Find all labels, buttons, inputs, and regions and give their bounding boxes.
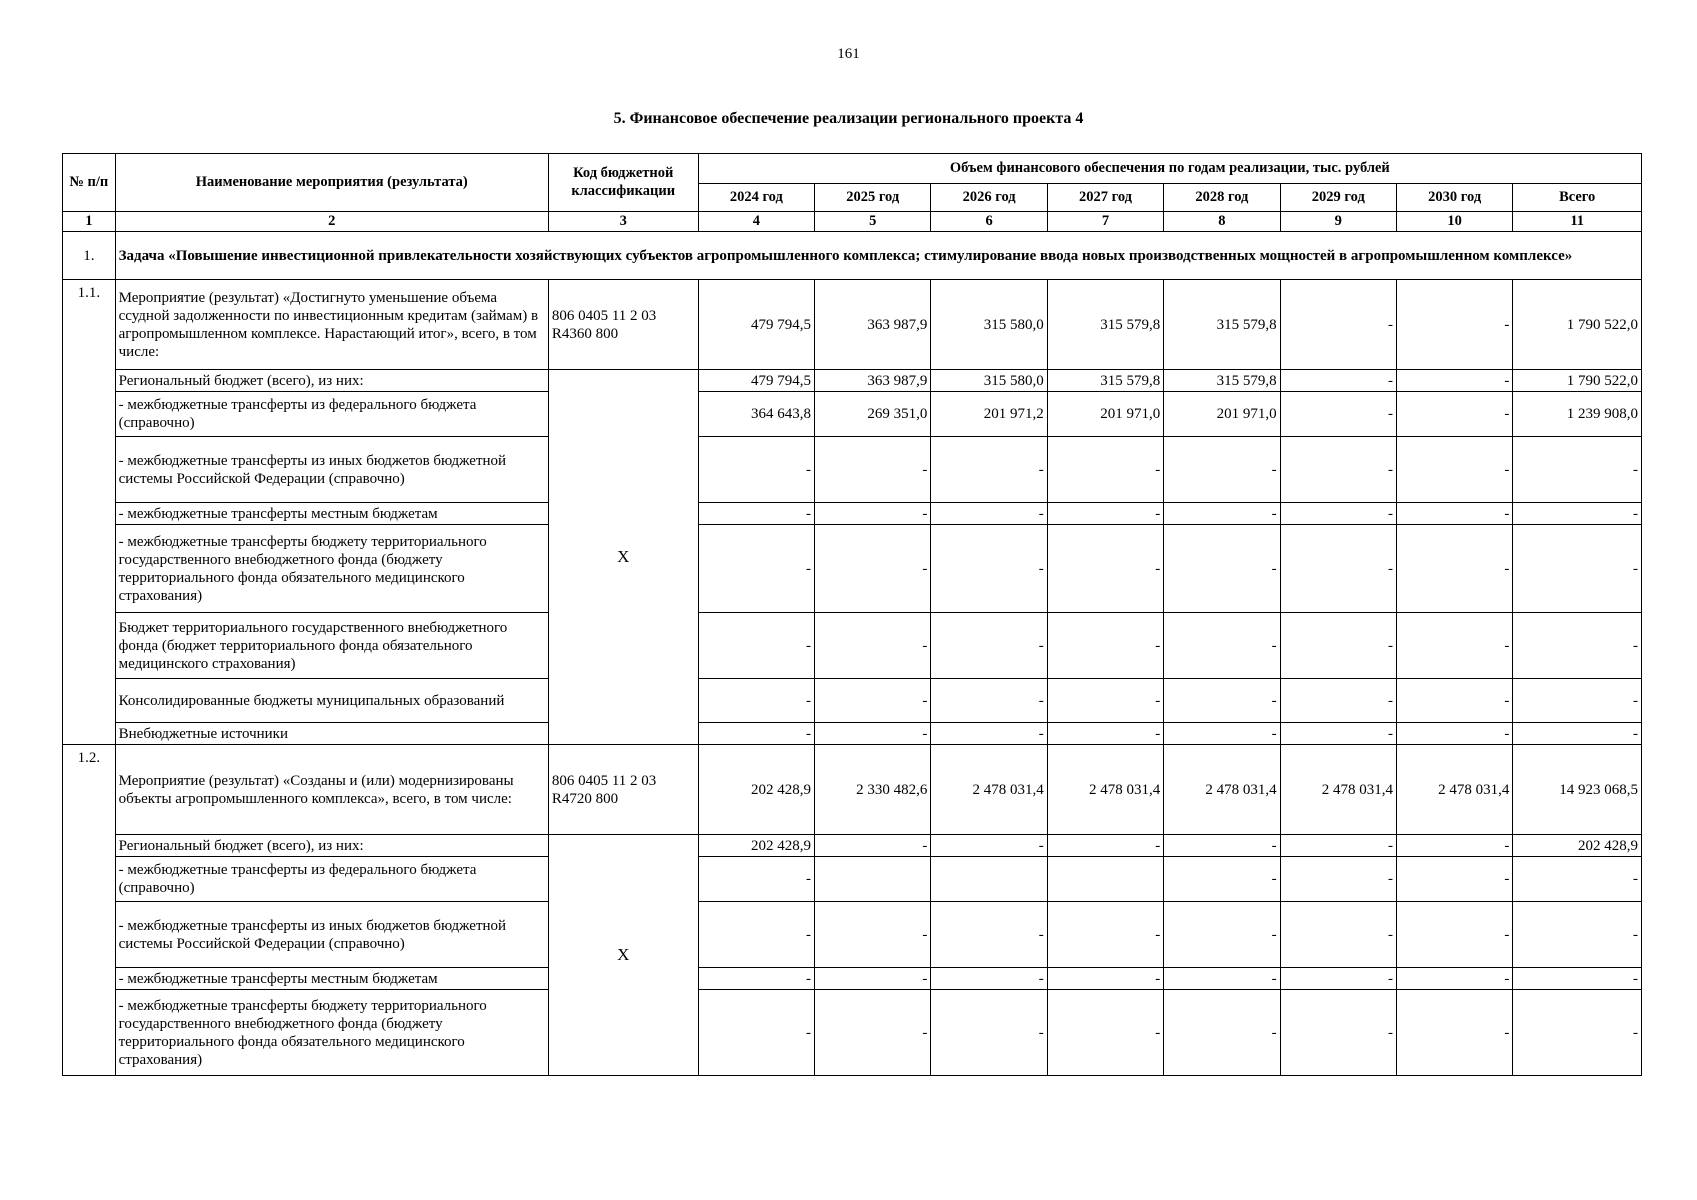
task-text: Задача «Повышение инвестиционной привлекательности хозяйствующих субъектов агропромышленного комплекса; стимулирование ввода новых производственных мощностей в агропромышленном комплексе» [115,232,1641,280]
value-cell: - [1280,613,1396,679]
value-cell: - [1396,679,1512,723]
header-year: 2029 год [1280,184,1396,212]
row-name: - межбюджетные трансферты из иных бюджетов бюджетной системы Российской Федерации (справочно) [115,902,548,968]
item-name: Мероприятие (результат) «Созданы и (или) модернизированы объекты агропромышленного комплекса», всего, в том числе: [115,745,548,835]
value-cell: 202 428,9 [698,745,814,835]
table-row [63,392,1642,437]
value-cell: - [1164,835,1280,857]
row-name: - межбюджетные трансферты бюджету территориального государственного внебюджетного фонда (бюджету территориального фонда обязательного медицинского страхования) [115,525,548,613]
value-cell: - [1047,723,1163,745]
value-cell: - [1164,857,1280,902]
value-cell: 363 987,9 [815,370,931,392]
column-number: 5 [815,212,931,232]
column-number: 8 [1164,212,1280,232]
value-cell: - [815,835,931,857]
total-cell: - [1513,613,1642,679]
value-cell: - [815,902,931,968]
column-number: 7 [1047,212,1163,232]
value-cell: 2 478 031,4 [931,745,1047,835]
row-name: - межбюджетные трансферты из федерального бюджета (справочно) [115,392,548,437]
item-number: 1.1. [63,280,116,745]
value-cell: 315 579,8 [1164,370,1280,392]
value-cell: - [698,525,814,613]
column-number: 6 [931,212,1047,232]
total-cell: - [1513,723,1642,745]
value-cell: - [1047,902,1163,968]
value-cell: 201 971,0 [1164,392,1280,437]
table-row [63,437,1642,503]
value-cell: - [698,437,814,503]
column-number: 10 [1396,212,1512,232]
row-name: Бюджет территориального государственного внебюджетного фонда (бюджет территориального фонда обязательного медицинского страхования) [115,613,548,679]
total-cell: 14 923 068,5 [1513,745,1642,835]
value-cell: - [1280,525,1396,613]
row-name: - межбюджетные трансферты бюджету территориального государственного внебюджетного фонда (бюджету территориального фонда обязательного медицинского страхования) [115,990,548,1076]
value-cell: - [698,503,814,525]
table-row [63,280,1642,370]
value-cell: 2 330 482,6 [815,745,931,835]
value-cell: - [1280,968,1396,990]
value-cell: - [1396,392,1512,437]
value-cell: - [1047,990,1163,1076]
value-cell: - [1047,503,1163,525]
value-cell: 2 478 031,4 [1280,745,1396,835]
total-cell: - [1513,990,1642,1076]
table-row [63,679,1642,723]
column-number: 1 [63,212,116,232]
value-cell: - [1164,679,1280,723]
value-cell: 315 580,0 [931,370,1047,392]
value-cell: - [1164,902,1280,968]
table-row [63,857,1642,902]
column-number: 2 [115,212,548,232]
header-total: Всего [1513,184,1642,212]
header-year: 2025 год [815,184,931,212]
value-cell: - [1164,723,1280,745]
value-cell: - [931,723,1047,745]
column-number: 3 [548,212,698,232]
value-cell: - [1396,990,1512,1076]
table-row [63,902,1642,968]
value-cell: - [1164,437,1280,503]
header-name: Наименование мероприятия (результата) [115,154,548,212]
value-cell: - [1280,503,1396,525]
value-cell: 2 478 031,4 [1164,745,1280,835]
table-row [63,503,1642,525]
value-cell: - [1280,679,1396,723]
value-cell: - [1280,392,1396,437]
table-row [63,370,1642,392]
value-cell: - [1396,902,1512,968]
value-cell: - [1280,370,1396,392]
total-cell: - [1513,679,1642,723]
value-cell: - [1047,437,1163,503]
column-number: 4 [698,212,814,232]
header-year: 2027 год [1047,184,1163,212]
value-cell: - [1396,437,1512,503]
x-mark: X [548,835,698,1076]
value-cell: - [1280,280,1396,370]
value-cell: - [931,835,1047,857]
value-cell: - [931,525,1047,613]
header-year: 2024 год [698,184,814,212]
row-name: - межбюджетные трансферты местным бюджетам [115,968,548,990]
value-cell: 364 643,8 [698,392,814,437]
value-cell: - [931,437,1047,503]
value-cell: - [931,990,1047,1076]
value-cell: - [1164,968,1280,990]
value-cell: 201 971,2 [931,392,1047,437]
header-volume: Объем финансового обеспечения по годам реализации, тыс. рублей [698,154,1641,184]
total-cell: 1 790 522,0 [1513,370,1642,392]
table-row [63,613,1642,679]
value-cell: 201 971,0 [1047,392,1163,437]
value-cell [931,857,1047,902]
total-cell: - [1513,902,1642,968]
value-cell: 269 351,0 [815,392,931,437]
total-cell: 1 790 522,0 [1513,280,1642,370]
row-name: - межбюджетные трансферты местным бюджетам [115,503,548,525]
budget-code: 806 0405 11 2 03 R4360 800 [548,280,698,370]
value-cell: - [931,503,1047,525]
value-cell: 479 794,5 [698,370,814,392]
value-cell: - [1047,835,1163,857]
total-cell: - [1513,437,1642,503]
value-cell: - [698,968,814,990]
value-cell: - [815,968,931,990]
value-cell: - [1280,990,1396,1076]
financing-table [62,153,1642,1076]
value-cell: - [815,613,931,679]
row-name: - межбюджетные трансферты из федерального бюджета (справочно) [115,857,548,902]
value-cell: - [1164,990,1280,1076]
value-cell: - [1396,613,1512,679]
row-name: Региональный бюджет (всего), из них: [115,370,548,392]
value-cell: - [1280,902,1396,968]
header-year: 2028 год [1164,184,1280,212]
value-cell: - [931,968,1047,990]
header-year: 2030 год [1396,184,1512,212]
value-cell: - [815,990,931,1076]
table-row [63,990,1642,1076]
total-cell: 202 428,9 [1513,835,1642,857]
value-cell: - [815,437,931,503]
value-cell: - [1047,613,1163,679]
value-cell: - [1280,723,1396,745]
value-cell: - [1047,525,1163,613]
total-cell: - [1513,503,1642,525]
value-cell: 2 478 031,4 [1047,745,1163,835]
row-name: Региональный бюджет (всего), из них: [115,835,548,857]
value-cell: - [1280,437,1396,503]
value-cell: - [1396,968,1512,990]
value-cell: - [1396,503,1512,525]
value-cell: - [1164,613,1280,679]
value-cell: 2 478 031,4 [1396,745,1512,835]
table-row [63,968,1642,990]
table-row [63,525,1642,613]
total-cell: - [1513,857,1642,902]
value-cell: - [931,902,1047,968]
task-number: 1. [63,232,116,280]
value-cell: - [1396,835,1512,857]
row-name: Внебюджетные источники [115,723,548,745]
total-cell: - [1513,525,1642,613]
value-cell: - [1396,280,1512,370]
page-number: 161 [837,46,860,62]
value-cell: - [815,503,931,525]
table-row [63,835,1642,857]
row-name: - межбюджетные трансферты из иных бюджетов бюджетной системы Российской Федерации (справочно) [115,437,548,503]
value-cell: - [698,902,814,968]
column-number: 9 [1280,212,1396,232]
value-cell: - [1396,370,1512,392]
value-cell: - [698,990,814,1076]
value-cell: - [1396,857,1512,902]
value-cell: 315 579,8 [1164,280,1280,370]
value-cell: - [698,723,814,745]
value-cell: 363 987,9 [815,280,931,370]
value-cell: 315 579,8 [1047,280,1163,370]
value-cell: - [1396,525,1512,613]
x-mark: X [548,370,698,745]
value-cell: - [815,723,931,745]
header-year: 2026 год [931,184,1047,212]
value-cell: - [1047,679,1163,723]
value-cell: - [1164,503,1280,525]
value-cell: - [1047,968,1163,990]
value-cell: - [815,525,931,613]
row-name: Консолидированные бюджеты муниципальных образований [115,679,548,723]
value-cell: - [1280,857,1396,902]
total-cell: - [1513,968,1642,990]
budget-code: 806 0405 11 2 03 R4720 800 [548,745,698,835]
value-cell: - [698,857,814,902]
value-cell: - [931,613,1047,679]
header-code: Код бюджетной классификации [548,154,698,212]
value-cell: 479 794,5 [698,280,814,370]
item-name: Мероприятие (результат) «Достигнуто уменьшение объема ссудной задолженности по инвестиционным кредитам (займам) в агропромышленном комплексе. Нарастающий итог», всего, в том числе: [115,280,548,370]
header-num: № п/п [63,154,116,212]
value-cell: 202 428,9 [698,835,814,857]
table-row [63,745,1642,835]
value-cell: 315 580,0 [931,280,1047,370]
value-cell: 315 579,8 [1047,370,1163,392]
value-cell: - [1164,525,1280,613]
value-cell: - [1396,723,1512,745]
total-cell: 1 239 908,0 [1513,392,1642,437]
value-cell: - [698,679,814,723]
table-row [63,723,1642,745]
item-number: 1.2. [63,745,116,1076]
column-number: 11 [1513,212,1642,232]
value-cell [1047,857,1163,902]
value-cell [815,857,931,902]
value-cell: - [1280,835,1396,857]
value-cell: - [815,679,931,723]
value-cell: - [698,613,814,679]
document-title: 5. Финансовое обеспечение реализации регионального проекта 4 [613,110,1084,127]
value-cell: - [931,679,1047,723]
